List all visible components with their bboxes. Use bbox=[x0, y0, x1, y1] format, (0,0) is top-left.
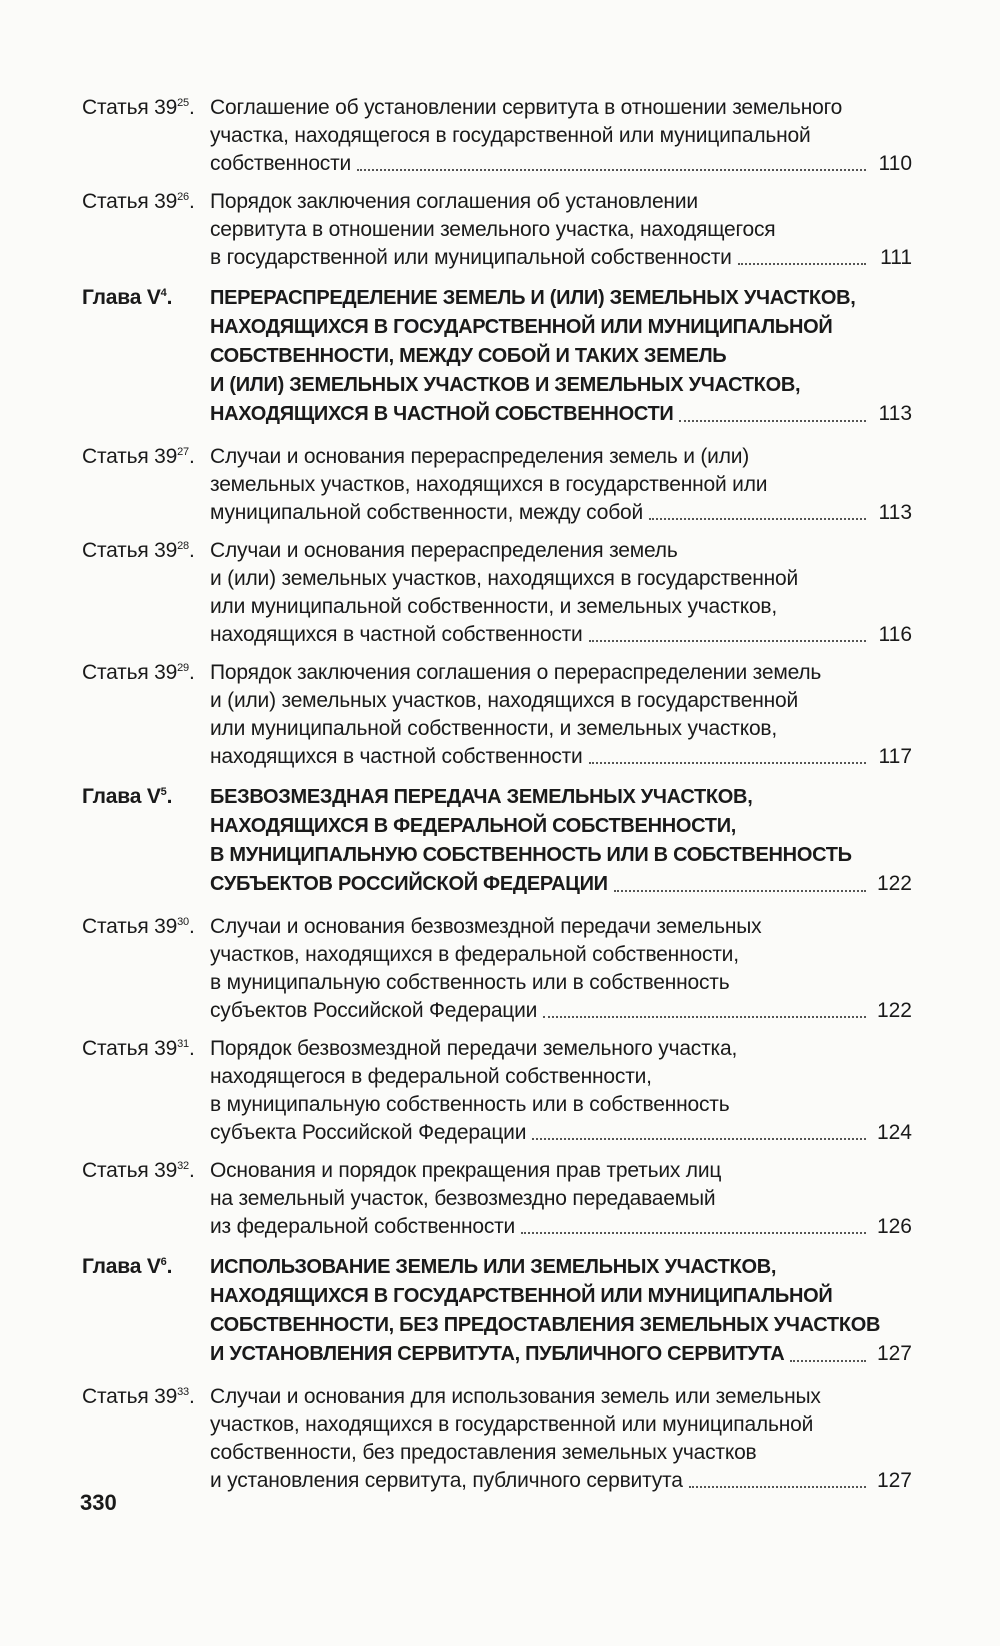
label-superscript: 4 bbox=[160, 287, 167, 299]
label-superscript: 6 bbox=[160, 1256, 167, 1268]
dot-leader bbox=[689, 1485, 866, 1488]
label-prefix: Статья 39 bbox=[82, 1037, 178, 1060]
title-line: Случаи и основания перераспределения земель bbox=[210, 539, 678, 562]
label-superscript: 28 bbox=[177, 540, 189, 552]
entry-title bbox=[210, 659, 912, 771]
page-ref: 116 bbox=[878, 623, 912, 646]
toc-chapter-entry bbox=[82, 783, 912, 899]
page-ref: 127 bbox=[876, 1469, 912, 1492]
title-last-row bbox=[210, 997, 912, 1025]
entry-title bbox=[210, 188, 912, 272]
label-prefix: Статья 39 bbox=[82, 915, 178, 938]
chapter-number: Глава $V^5$. bbox=[82, 785, 173, 808]
dot-leader bbox=[679, 419, 866, 422]
dot-leader bbox=[589, 639, 866, 642]
entry-title bbox=[210, 94, 912, 178]
title-last-row bbox=[210, 621, 912, 649]
page-ref: 124 bbox=[876, 1121, 912, 1144]
title-line: или муниципальной собственности, и земельных участков, bbox=[210, 595, 778, 618]
title-line: НАХОДЯЩИХСЯ В ФЕДЕРАЛЬНОЙ СОБСТВЕННОСТИ, bbox=[210, 815, 737, 837]
toc-article-entry bbox=[82, 94, 912, 178]
label-superscript: 5 bbox=[160, 786, 167, 798]
article-number: Статья $39^{32}$. bbox=[82, 1159, 195, 1182]
page-ref: 113 bbox=[878, 402, 912, 425]
dot-leader bbox=[543, 1015, 866, 1018]
toc-article-entry bbox=[82, 537, 912, 649]
title-line: И УСТАНОВЛЕНИЯ СЕРВИТУТА, ПУБЛИЧНОГО СЕРВИТУТА bbox=[210, 1343, 785, 1365]
title-line: и установления сервитута, публичного сервитута bbox=[210, 1469, 683, 1492]
dot-leader bbox=[649, 517, 866, 520]
label-superscript: 30 bbox=[177, 916, 189, 928]
title-line: муниципальной собственности, между собой bbox=[210, 501, 644, 524]
title-line: участка, находящегося в государственной или муниципальной bbox=[210, 124, 811, 147]
page-ref: 126 bbox=[876, 1215, 912, 1238]
label-prefix: Статья 39 bbox=[82, 1159, 178, 1182]
title-last-row bbox=[210, 1340, 912, 1369]
title-line: ИСПОЛЬЗОВАНИЕ ЗЕМЕЛЬ ИЛИ ЗЕМЕЛЬНЫХ УЧАСТКОВ, bbox=[210, 1256, 777, 1278]
entry-title bbox=[210, 284, 912, 429]
dot-leader bbox=[738, 262, 866, 265]
label-prefix: Статья 39 bbox=[82, 190, 178, 213]
page-ref: 127 bbox=[876, 1342, 912, 1365]
title-line: из федеральной собственности bbox=[210, 1215, 516, 1238]
title-line: Случаи и основания перераспределения земель и (или) bbox=[210, 445, 750, 468]
toc-article-entry bbox=[82, 188, 912, 272]
title-last-row bbox=[210, 1467, 912, 1495]
title-last-row bbox=[210, 1213, 912, 1241]
dot-leader bbox=[790, 1359, 866, 1362]
label-prefix: Глава V bbox=[82, 785, 161, 808]
entry-title bbox=[210, 1383, 912, 1495]
entry-title bbox=[210, 1035, 912, 1147]
page-ref: 122 bbox=[876, 872, 912, 895]
title-line: земельных участков, находящихся в государственной или bbox=[210, 473, 768, 496]
title-line: сервитута в отношении земельного участка, находящегося bbox=[210, 218, 776, 241]
title-line: субъекта Российской Федерации bbox=[210, 1121, 527, 1144]
title-last-row bbox=[210, 499, 912, 527]
label-superscript: 32 bbox=[177, 1160, 189, 1172]
entry-title bbox=[210, 913, 912, 1025]
title-line: Порядок безвозмездной передачи земельного участка, bbox=[210, 1037, 738, 1060]
title-line: Случаи и основания безвозмездной передачи земельных bbox=[210, 915, 762, 938]
title-line: Случаи и основания для использования земель или земельных bbox=[210, 1385, 821, 1408]
title-line: находящихся в частной собственности bbox=[210, 745, 583, 768]
label-superscript: 26 bbox=[177, 191, 189, 203]
title-line: участков, находящихся в федеральной собственности, bbox=[210, 943, 739, 966]
title-last-row bbox=[210, 743, 912, 771]
entry-title bbox=[210, 1253, 912, 1369]
title-line: НАХОДЯЩИХСЯ В ЧАСТНОЙ СОБСТВЕННОСТИ bbox=[210, 403, 674, 425]
title-last-row bbox=[210, 1119, 912, 1147]
article-number: Статья $39^{30}$. bbox=[82, 915, 195, 938]
label-superscript: 33 bbox=[177, 1386, 189, 1398]
title-line: И (ИЛИ) ЗЕМЕЛЬНЫХ УЧАСТКОВ И ЗЕМЕЛЬНЫХ УЧАСТКОВ, bbox=[210, 374, 801, 396]
toc-article-entry bbox=[82, 1035, 912, 1147]
entry-title bbox=[210, 1157, 912, 1241]
label-superscript: 25 bbox=[177, 97, 189, 109]
title-line: и (или) земельных участков, находящихся в государственной bbox=[210, 689, 799, 712]
toc-chapter-entry bbox=[82, 284, 912, 429]
title-line: НАХОДЯЩИХСЯ В ГОСУДАРСТВЕННОЙ ИЛИ МУНИЦИПАЛЬНОЙ bbox=[210, 316, 833, 338]
table-of-contents bbox=[82, 94, 912, 1505]
title-line: Соглашение об установлении сервитута в отношении земельного bbox=[210, 96, 843, 119]
page-ref: 111 bbox=[880, 246, 912, 269]
label-prefix: Статья 39 bbox=[82, 1385, 178, 1408]
title-line: НАХОДЯЩИХСЯ В ГОСУДАРСТВЕННОЙ ИЛИ МУНИЦИПАЛЬНОЙ bbox=[210, 1285, 833, 1307]
title-line: Порядок заключения соглашения об установлении bbox=[210, 190, 698, 213]
toc-article-entry bbox=[82, 1157, 912, 1241]
label-superscript: 29 bbox=[177, 662, 189, 674]
title-line: в муниципальную собственность или в собственность bbox=[210, 1093, 730, 1116]
title-line: собственности bbox=[210, 152, 352, 175]
title-line: в муниципальную собственность или в собственность bbox=[210, 971, 730, 994]
label-prefix: Статья 39 bbox=[82, 661, 178, 684]
title-last-row bbox=[210, 150, 912, 178]
title-line: СОБСТВЕННОСТИ, МЕЖДУ СОБОЙ И ТАКИХ ЗЕМЕЛЬ bbox=[210, 345, 727, 367]
title-line: участков, находящихся в государственной или муниципальной bbox=[210, 1413, 814, 1436]
article-number: Статья $39^{27}$. bbox=[82, 445, 195, 468]
article-number: Статья $39^{25}$. bbox=[82, 96, 195, 119]
title-line: находящихся в частной собственности bbox=[210, 623, 583, 646]
article-number: Статья $39^{29}$. bbox=[82, 661, 195, 684]
label-superscript: 31 bbox=[177, 1038, 189, 1050]
title-line: СОБСТВЕННОСТИ, БЕЗ ПРЕДОСТАВЛЕНИЯ ЗЕМЕЛЬНЫХ УЧАСТКОВ bbox=[210, 1314, 881, 1336]
title-line: Порядок заключения соглашения о перераспределении земель bbox=[210, 661, 822, 684]
title-line: В МУНИЦИПАЛЬНУЮ СОБСТВЕННОСТЬ ИЛИ В СОБСТВЕННОСТЬ bbox=[210, 844, 852, 866]
title-last-row bbox=[210, 244, 912, 272]
title-last-row bbox=[210, 400, 912, 429]
dot-leader bbox=[521, 1231, 866, 1234]
label-prefix: Статья 39 bbox=[82, 96, 178, 119]
dot-leader bbox=[614, 889, 866, 892]
toc-article-entry bbox=[82, 659, 912, 771]
title-line: Основания и порядок прекращения прав третьих лиц bbox=[210, 1159, 722, 1182]
page-number: 330 bbox=[80, 1490, 117, 1515]
article-number: Статья $39^{33}$. bbox=[82, 1385, 195, 1408]
chapter-number: Глава $V^6$. bbox=[82, 1255, 173, 1278]
label-prefix: Статья 39 bbox=[82, 445, 178, 468]
page-ref: 110 bbox=[878, 152, 912, 175]
title-line: и (или) земельных участков, находящихся в государственной bbox=[210, 567, 799, 590]
entry-title bbox=[210, 537, 912, 649]
article-number: Статья $39^{28}$. bbox=[82, 539, 195, 562]
title-last-row bbox=[210, 870, 912, 899]
label-prefix: Статья 39 bbox=[82, 539, 178, 562]
title-line: в государственной или муниципальной собственности bbox=[210, 246, 732, 269]
article-number: Статья $39^{31}$. bbox=[82, 1037, 195, 1060]
title-line: СУБЪЕКТОВ РОССИЙСКОЙ ФЕДЕРАЦИИ bbox=[210, 873, 608, 895]
label-prefix: Глава V bbox=[82, 1255, 161, 1278]
title-line: субъектов Российской Федерации bbox=[210, 999, 538, 1022]
page-ref: 117 bbox=[878, 745, 912, 768]
label-superscript: 27 bbox=[177, 446, 189, 458]
entry-title bbox=[210, 783, 912, 899]
title-line: на земельный участок, безвозмездно передаваемый bbox=[210, 1187, 716, 1210]
title-line: находящегося в федеральной собственности, bbox=[210, 1065, 652, 1088]
title-line: ПЕРЕРАСПРЕДЕЛЕНИЕ ЗЕМЕЛЬ И (ИЛИ) ЗЕМЕЛЬНЫХ УЧАСТКОВ, bbox=[210, 287, 856, 309]
page-ref: 113 bbox=[878, 501, 912, 524]
article-number: Статья $39^{26}$. bbox=[82, 190, 195, 213]
toc-article-entry bbox=[82, 913, 912, 1025]
chapter-number: Глава $V^4$. bbox=[82, 286, 173, 309]
toc-chapter-entry bbox=[82, 1253, 912, 1369]
dot-leader bbox=[589, 761, 866, 764]
toc-article-entry bbox=[82, 1383, 912, 1495]
toc-article-entry bbox=[82, 443, 912, 527]
page-ref: 122 bbox=[876, 999, 912, 1022]
label-prefix: Глава V bbox=[82, 286, 161, 309]
entry-title bbox=[210, 443, 912, 527]
title-line: собственности, без предоставления земельных участков bbox=[210, 1441, 757, 1464]
dot-leader bbox=[357, 168, 866, 171]
title-line: БЕЗВОЗМЕЗДНАЯ ПЕРЕДАЧА ЗЕМЕЛЬНЫХ УЧАСТКОВ, bbox=[210, 786, 753, 808]
title-line: или муниципальной собственности, и земельных участков, bbox=[210, 717, 778, 740]
dot-leader bbox=[532, 1137, 866, 1140]
